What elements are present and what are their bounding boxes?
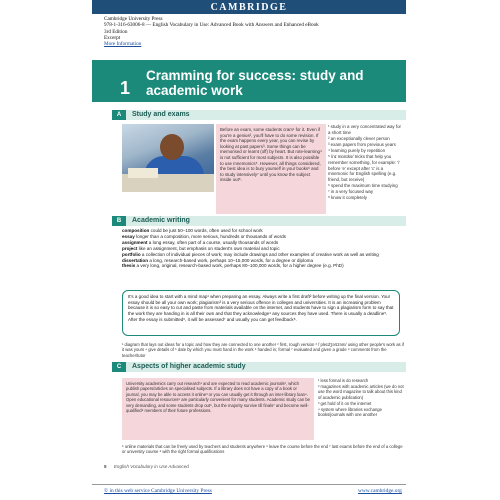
note-item: ² magazines with academic articles (we do not use the word magazine to talk about this kind of academic publication) <box>318 384 404 400</box>
note-item: ⁵ /nɪˈmɒnɪks/ tricks that help you remember something, for example: 'i' before 'e' except after 'c' is a mnemonic for English spelling (e.g. friend, but receive) <box>328 154 400 182</box>
publisher-line: Cambridge University Press <box>104 16 163 22</box>
unit-number: 1 <box>119 77 130 98</box>
definition-item: portfolio a collection of individual pieces of work; may include drawings and other examples of creative work as well as writing <box>122 251 379 257</box>
section-a-letter: A <box>112 110 126 120</box>
more-information-link[interactable]: More Information <box>104 41 142 48</box>
note-item: ⁸ know it completely <box>328 195 367 201</box>
note-item: ³ get hold of it on the internet <box>318 400 372 406</box>
writing-definitions <box>122 228 404 269</box>
book-title-footer: English Vocabulary in Use Advanced <box>113 464 189 469</box>
definition-item: dissertation a long, research-based work, perhaps 10–15,000 words, for a degree or diploma <box>122 257 314 263</box>
copyright-link[interactable]: © in this web service Cambridge University Press <box>104 488 212 494</box>
section-b-title: Academic writing <box>132 217 190 224</box>
excerpt-line: Excerpt <box>104 34 121 41</box>
book-metadata <box>104 16 404 47</box>
note-item: ² an exceptionally clever person <box>328 135 390 141</box>
isbn-line: 978-1-316-63006-8 — English Vocabulary in Use: Advanced Book with Answers and Enhanced eBook <box>104 22 319 29</box>
section-b-letter: B <box>112 216 126 226</box>
page-number: 8 <box>104 464 107 469</box>
note-item: ⁷ in a very focused way <box>328 189 374 195</box>
section-a-notes <box>328 124 404 201</box>
textbook-page <box>92 60 406 477</box>
bottom-divider <box>92 484 406 485</box>
definition-item: composition could be just 50–100 words, often used for school work <box>122 228 263 233</box>
note-item: ⁶ spend the maximum time studying <box>328 182 398 188</box>
unit-number-box <box>112 74 138 102</box>
page-footer <box>104 464 189 469</box>
definition-item: essay longer than a composition, more serious, hundreds or thousands of words <box>122 233 286 239</box>
section-c-notes <box>318 378 406 418</box>
section-c-letter: C <box>112 362 126 372</box>
note-item: ¹ less formal is do research <box>318 378 369 383</box>
student-studying-photo <box>122 124 214 192</box>
cup-header-band <box>92 0 406 14</box>
definition-item: project like an assignment, but emphasis on student's own material and topic <box>122 245 280 251</box>
section-c-bottom-notes: ⁵ online materials that can be freely used by teachers and students anywhere ⁶ leave the course before the end ⁷ last exams before the end of a college or university course ⁸ with the right formal qualifications <box>122 444 403 455</box>
definition-item: assignment a long essay, often part of a course, usually thousands of words <box>122 239 279 245</box>
cambridge-logo: CAMBRIDGE <box>210 1 288 13</box>
cambridge-website-link[interactable]: www.cambridge.org <box>358 488 402 494</box>
section-a-title: Study and exams <box>132 111 190 118</box>
section-c-title: Aspects of higher academic study <box>132 363 246 370</box>
note-item: ¹ study in a very concentrated way for a short time <box>328 124 401 135</box>
note-item: ³ exam papers from previous years <box>328 141 396 147</box>
section-a-text: Before an exam, some students cram¹ for it. Even if you're a genius², you'll have to do some revision. If the exam happens every year, you can revise by looking at past papers³. Some things can be memorised or learnt (off) by heart. But rote-learning⁴ is not sufficient for most subjects. It is also possible to use mnemonics⁵. However, all things considered, the best idea is to bury yourself in your books⁶ and to study intensively⁷ until you know the subject inside out⁸. <box>216 124 326 214</box>
unit-title: Cramming for success: study and academic work <box>146 68 364 98</box>
note-item: ⁴ learning purely by repetition <box>328 148 386 154</box>
edition-line: 3rd Edition <box>104 28 128 35</box>
section-c-text: University academics carry out research¹ and are expected to read academic journals², which publish papers/articles on specialised subjects. If a library does not have a copy of a book or journal, you may be able to access it online³ or you can usually get it through an inter-library loan⁴. Open educational resources⁵ are particularly convenient for many students. Academic study can be very demanding, and some students drop out⁶, but the majority survive till finals⁷ and become well-qualified⁸ members of their future professions. <box>122 378 314 440</box>
definition-item: thesis a very long, original, research-based work, perhaps 80–100,000 words, for a higher degree (e.g. PhD) <box>122 263 344 269</box>
section-b-notes: ¹ diagram that lays out ideas for a topic and how they are connected to one another ² first, rough version ³ /ˈpleɪdʒərɪzəm/ using other people's work as if it was yours ⁴ give details of ⁵ date by which you must hand in the work ⁶ handed in; formal ⁷ evaluated and given a grade ⁸ comments from the teacher/tutor <box>122 342 404 358</box>
note-item: ⁴ system where libraries exchange books/journals with one another <box>318 406 382 418</box>
essay-writing-box: It's a good idea to start with a mind map¹ when preparing an essay. Always write a first draft² before writing up the final version. Your essay should be all your own work; plagiarism³ is a very serious offence in colleges and universities. It is an increasing problem because it is so easy to cut and paste from materials available on the internet, and students have to sign a plagiarism form to say that the work they are handing in is all their own and that they acknowledge⁴ any sources they have used. There is usually a deadline⁵. After the essay is submitted⁶, it will be assessed⁷ and usually you can get feedback⁸. <box>122 290 400 336</box>
